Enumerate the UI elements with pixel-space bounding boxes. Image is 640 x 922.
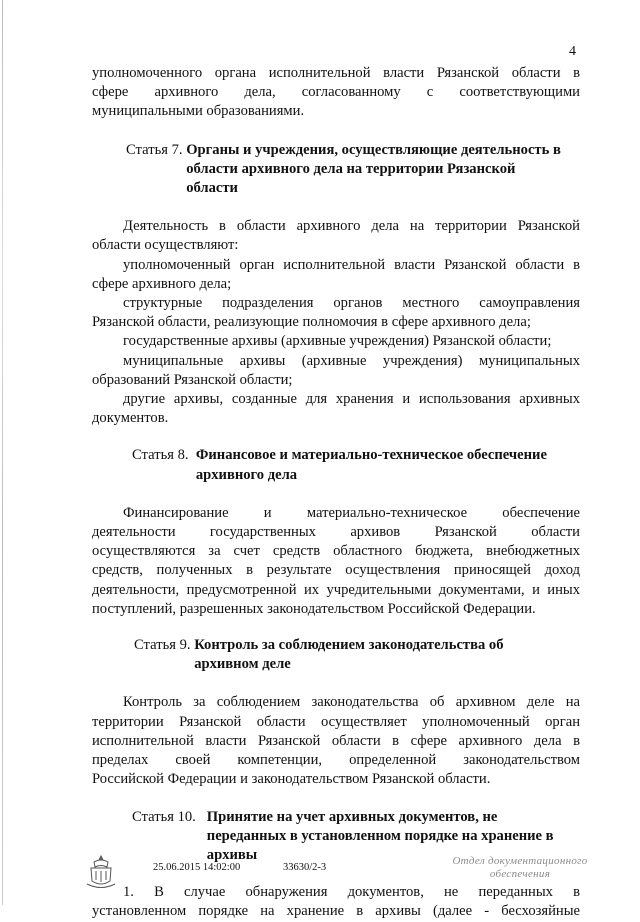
text-line: Финансирование и материально-техническое обеспечение <box>123 504 580 521</box>
article-7 <box>92 141 580 199</box>
article-9-title-line: Контроль за соблюдением законодательства об <box>194 637 504 654</box>
text-line: государственные архивы (архивные учреждения) Рязанской области; <box>123 333 552 350</box>
text-line: установленном порядке на хранение в архивы (далее - бесхозяйные <box>92 903 580 920</box>
page-footer <box>0 850 640 900</box>
article-8-title <box>196 446 547 484</box>
article-7-label: Статья 7. <box>126 141 187 158</box>
text-line: документов. <box>92 410 169 427</box>
article-7-title <box>186 141 561 199</box>
article-7-heading <box>126 141 580 199</box>
article-8-heading <box>132 446 580 484</box>
text-line: Контроль за соблюдением законодательства об архивном деле на <box>123 694 580 711</box>
article-9-title <box>194 636 503 674</box>
article-10-title-line: Принятие на учет архивных документов, не <box>206 808 498 825</box>
text-line: муниципальные архивы (архивные учреждения) муниципальных <box>123 352 580 369</box>
article-10-title-line: переданных в установленном порядке на хранение в <box>206 827 554 844</box>
article-10-label: Статья 10. <box>132 808 207 825</box>
text-line: деятельности, предусмотренной их учредительными документами, и иных <box>92 581 580 598</box>
stamp-line: обеспечения <box>489 868 551 880</box>
text-line: Рязанской области, реализующие полномочия в сфере архивного дела; <box>92 314 531 331</box>
document-body <box>92 64 580 922</box>
text-line: Российской Федерации и законодательством Рязанской области. <box>92 771 491 788</box>
intro-line: муниципальными образованиями. <box>92 103 305 120</box>
text-line: образований Рязанской области; <box>92 371 293 388</box>
registration-date: 25.06.2015 14:02:00 <box>153 862 241 873</box>
text-line: деятельности государственных архивов Рязанской области <box>92 524 580 541</box>
text-line: средств, полученных в результате осуществления приносящей доход <box>92 562 580 579</box>
text-line: структурные подразделения органов местного самоуправления <box>123 295 580 312</box>
text-line: области осуществляют: <box>92 237 239 254</box>
article-9-heading <box>134 636 580 674</box>
page-number: 4 <box>569 44 576 59</box>
article-8-body <box>92 504 580 619</box>
article-10-title-line: архивы <box>206 846 258 863</box>
article-7-title-line: области <box>186 180 238 197</box>
stamp-line: Отдел документационного <box>452 855 588 867</box>
article-9-title-line: архивном деле <box>194 656 291 673</box>
coat-of-arms-icon <box>82 853 120 891</box>
scan-edge <box>2 0 3 905</box>
intro-line: сфере архивного дела, согласованному с соответствующими <box>92 84 580 101</box>
text-line: 1. В случае обнаружения документов, не переданных в <box>123 884 580 901</box>
text-line: осуществляются за счет средств областного бюджета, внебюджетных <box>92 543 580 560</box>
text-line: территории Рязанской области осуществляет уполномоченный орган <box>92 713 580 730</box>
text-line: поступлений, разрешенных законодательством Российской Федерации. <box>92 600 536 617</box>
article-7-body <box>92 217 580 428</box>
article-8 <box>92 446 580 484</box>
article-8-label: Статья 8. <box>132 447 196 464</box>
text-line: пределах своей компетенции, определенной законодательством <box>92 752 580 769</box>
text-line: другие архивы, созданные для хранения и использования архивных <box>123 391 580 408</box>
department-stamp <box>450 855 590 881</box>
article-8-title-line: архивного дела <box>195 466 298 483</box>
text-line: исполнительной власти Рязанской области в сфере архивного дела в <box>92 732 580 749</box>
article-9-body <box>92 693 580 789</box>
article-9 <box>92 636 580 674</box>
article-7-title-line: области архивного дела на территории Рязанской <box>186 160 516 177</box>
text-line: Деятельность в области архивного дела на территории Рязанской <box>123 218 580 235</box>
article-8-title-line: Финансовое и материально-техническое обеспечение <box>195 447 547 464</box>
registration-number: 33630/2-3 <box>283 862 327 873</box>
article-7-title-line: Органы и учреждения, осуществляющие деятельность в <box>186 141 561 158</box>
text-line: сфере архивного дела; <box>92 275 232 292</box>
text-line: уполномоченный орган исполнительной власти Рязанской области в <box>123 256 580 273</box>
intro-line: уполномоченного органа исполнительной власти Рязанской области в <box>92 65 580 81</box>
article-9-label: Статья 9. <box>134 637 195 654</box>
